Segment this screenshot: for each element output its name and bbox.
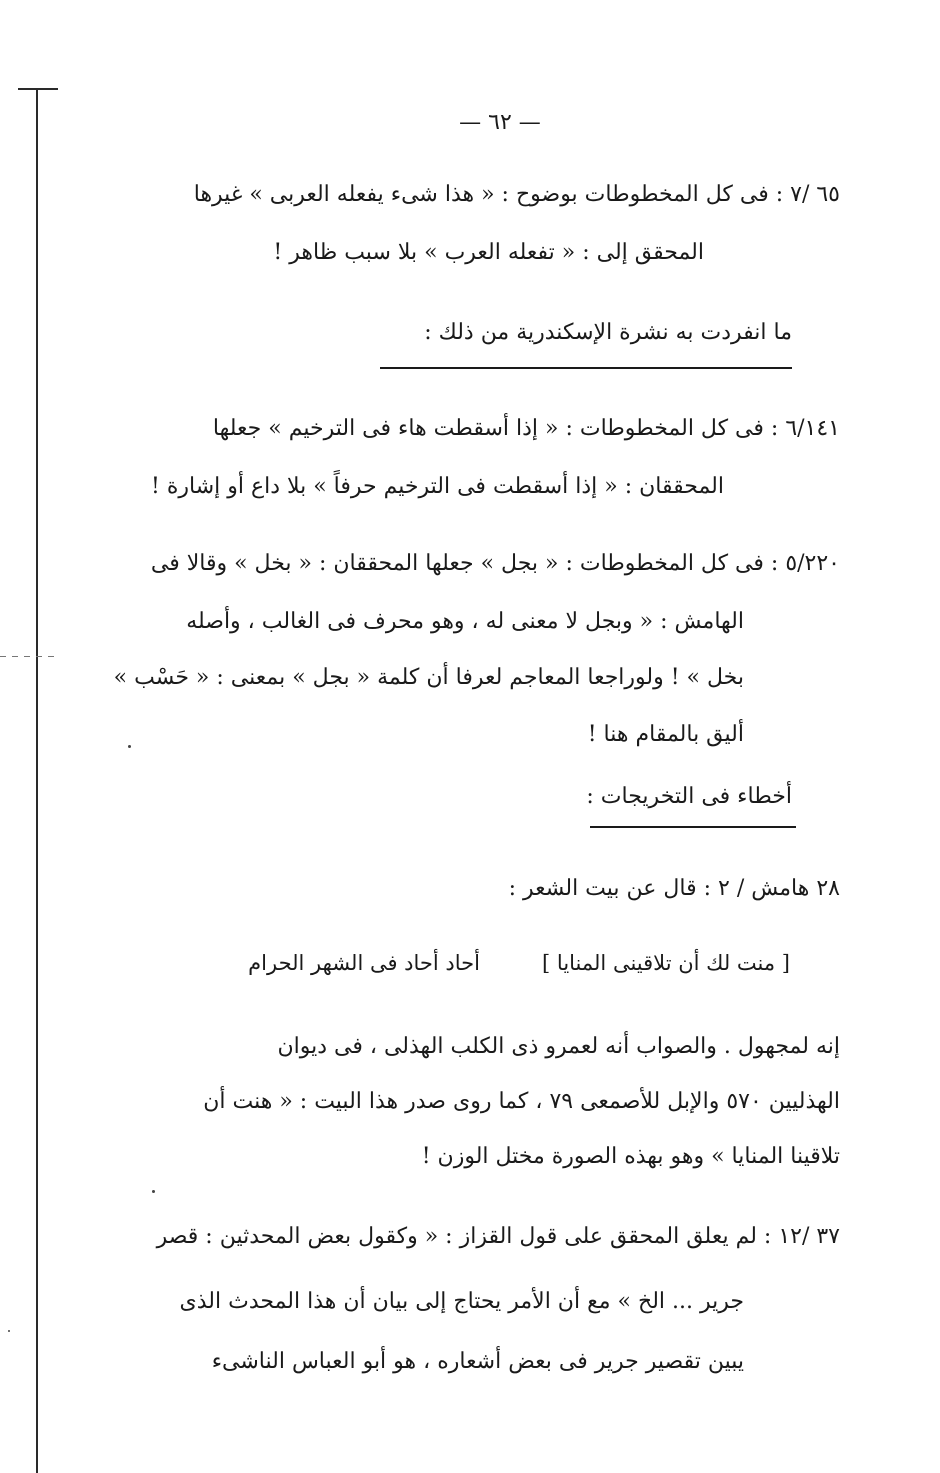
heading-underline bbox=[380, 367, 792, 369]
entry-line: ٦٥ /٧ : فى كل المخطوطات بوضوح : « هذا شىء يفعله العربى » غيرها bbox=[193, 182, 840, 207]
verse-second-hemistich: أحاد أحاد فى الشهر الحرام bbox=[248, 951, 480, 975]
entry-line: الهامش : « وبجل لا معنى له ، وهو محرف فى الغالب ، وأصله bbox=[186, 609, 744, 634]
entry-line: ٦/١٤١ : فى كل المخطوطات : « إذا أسقطت هاء فى الترخيم » جعلها bbox=[212, 416, 840, 441]
entry-line: بخل » ! ولوراجعا المعاجم لعرفا أن كلمة « بجل » بمعنى : « حَسْب » bbox=[113, 665, 744, 690]
entry-line: أليق بالمقام هنا ! bbox=[587, 722, 744, 747]
scan-speck bbox=[128, 745, 131, 748]
verse-first-hemistich: [ منت لك أن تلاقينى المنايا ] bbox=[542, 951, 790, 975]
scan-fold-mark bbox=[0, 656, 60, 657]
page-number: — ٦٢ — bbox=[459, 110, 541, 135]
entry-line: تلاقينا المنايا » وهو بهذه الصورة مختل الوزن ! bbox=[421, 1144, 840, 1169]
entry-line: المحققان : « إذا أسقطت فى الترخيم حرفاً » بلا داع أو إشارة ! bbox=[151, 474, 724, 499]
entry-line: ٥/٢٢٠ : فى كل المخطوطات : « بجل » جعلها المحققان : « بخل » وقالا فى bbox=[150, 551, 840, 576]
entry-line: جرير ... الخ » مع أن الأمر يحتاج إلى بيان أن هذا المحدث الذى bbox=[179, 1289, 744, 1314]
scan-speck bbox=[152, 1190, 155, 1193]
section-heading: ما انفردت به نشرة الإسكندرية من ذلك : bbox=[424, 320, 792, 345]
entry-line: ٢٨ هامش / ٢ : قال عن بيت الشعر : bbox=[508, 876, 840, 901]
entry-line: إنه لمجهول . والصواب أنه لعمرو ذى الكلب الهذلى ، فى ديوان bbox=[277, 1034, 840, 1059]
section-heading: أخطاء فى التخريجات : bbox=[586, 784, 792, 809]
heading-underline bbox=[590, 826, 796, 828]
entry-line: يبين تقصير جرير فى بعض أشعاره ، هو أبو العباس الناشىء bbox=[211, 1349, 744, 1374]
entry-line: المحقق إلى : « تفعله العرب » بلا سبب ظاهر ! bbox=[273, 240, 704, 265]
scan-margin-tick bbox=[18, 88, 58, 90]
entry-line: ٣٧ /١٢ : لم يعلق المحقق على قول القزاز : « وكقول بعض المحدثين : قصر bbox=[156, 1224, 840, 1249]
scan-margin-rule bbox=[36, 88, 38, 1473]
entry-line: الهذليين ٥٧٠ والإبل للأصمعى ٧٩ ، كما روى صدر هذا البيت : « هنت أن bbox=[203, 1089, 840, 1114]
scan-speck bbox=[8, 1330, 10, 1332]
